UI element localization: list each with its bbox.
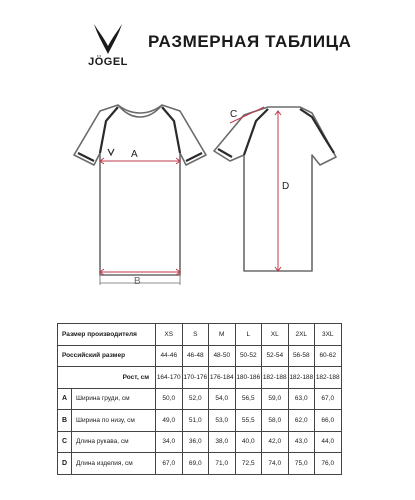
table-cell: 49,0 (156, 410, 183, 432)
size-table-grid (57, 323, 342, 475)
table-cell: 67,0 (156, 453, 183, 475)
measure-d-label: D (282, 181, 290, 192)
table-cell: 62,0 (288, 410, 315, 432)
row-label: Ширина по низу, см (72, 410, 156, 432)
side-body-shape (214, 107, 336, 271)
table-cell: 52-54 (262, 345, 289, 367)
measure-c-label: C (230, 109, 238, 120)
table-cell: 46-48 (182, 345, 209, 367)
table-row-d (58, 453, 342, 475)
tshirt-side-outline (208, 95, 378, 295)
table-cell: 50,0 (156, 388, 183, 410)
table-cell: 56-58 (288, 345, 315, 367)
table-cell: 74,0 (262, 453, 289, 475)
header-label: Размер производителя (58, 324, 156, 346)
size-cell: 3XL (315, 324, 342, 346)
russian-size-label: Российский размер (58, 345, 156, 367)
size-cell: S (182, 324, 209, 346)
table-cell: 36,0 (182, 431, 209, 453)
table-row-a (58, 388, 342, 410)
table-cell: 180-186 (235, 367, 262, 389)
table-cell: 44,0 (315, 431, 342, 453)
table-row-header (58, 324, 342, 346)
row-label: Ширина груди, см (72, 388, 156, 410)
table-cell: 66,0 (315, 410, 342, 432)
size-table (57, 323, 342, 475)
size-cell: L (235, 324, 262, 346)
measure-b-label: B (134, 276, 141, 287)
header (0, 0, 415, 80)
table-cell: 55,5 (235, 410, 262, 432)
size-cell: 2XL (288, 324, 315, 346)
table-cell: 182-188 (288, 367, 315, 389)
table-cell: 170-176 (182, 367, 209, 389)
table-cell: 58,0 (262, 410, 289, 432)
table-cell: 69,0 (182, 453, 209, 475)
table-cell: 76,0 (315, 453, 342, 475)
table-cell: 176-184 (209, 367, 236, 389)
logo-text: JÖGEL (88, 56, 128, 68)
row-letter: C (58, 431, 72, 453)
tshirt-front-diagram (60, 95, 220, 300)
table-cell: 44-46 (156, 345, 183, 367)
table-cell: 52,0 (182, 388, 209, 410)
table-cell: 43,0 (288, 431, 315, 453)
table-cell: 40,0 (235, 431, 262, 453)
tshirt-side-diagram (208, 95, 378, 300)
table-cell: 182-188 (315, 367, 342, 389)
table-row-height (58, 367, 342, 389)
front-body-shape (74, 105, 206, 275)
table-cell: 38,0 (209, 431, 236, 453)
table-cell: 48-50 (209, 345, 236, 367)
table-row-b (58, 410, 342, 432)
table-cell: 71,0 (209, 453, 236, 475)
table-cell: 75,0 (288, 453, 315, 475)
table-row-c (58, 431, 342, 453)
table-cell: 50-52 (235, 345, 262, 367)
table-cell: 42,0 (262, 431, 289, 453)
table-cell: 182-188 (262, 367, 289, 389)
table-cell: 56,5 (235, 388, 262, 410)
table-cell: 54,0 (209, 388, 236, 410)
page-title: РАЗМЕРНАЯ ТАБЛИЦА (148, 32, 352, 51)
row-label: Длина рукава, см (72, 431, 156, 453)
table-cell: 72,5 (235, 453, 262, 475)
table-cell: 51,0 (182, 410, 209, 432)
table-row-russian (58, 345, 342, 367)
row-letter: B (58, 410, 72, 432)
row-letter: D (58, 453, 72, 475)
size-cell: M (209, 324, 236, 346)
measure-a-label: A (131, 149, 138, 160)
jogel-logo-icon (92, 22, 124, 56)
table-cell: 67,0 (315, 388, 342, 410)
tshirt-front-outline (60, 95, 220, 295)
table-cell: 59,0 (262, 388, 289, 410)
height-label: Рост, см (58, 367, 156, 389)
table-cell: 63,0 (288, 388, 315, 410)
size-cell: XL (262, 324, 289, 346)
table-cell: 164-170 (156, 367, 183, 389)
brand-logo (78, 22, 138, 74)
row-letter: A (58, 388, 72, 410)
size-cell: XS (156, 324, 183, 346)
table-cell: 53,0 (209, 410, 236, 432)
table-cell: 60-62 (315, 345, 342, 367)
row-label: Длина изделия, см (72, 453, 156, 475)
table-cell: 34,0 (156, 431, 183, 453)
